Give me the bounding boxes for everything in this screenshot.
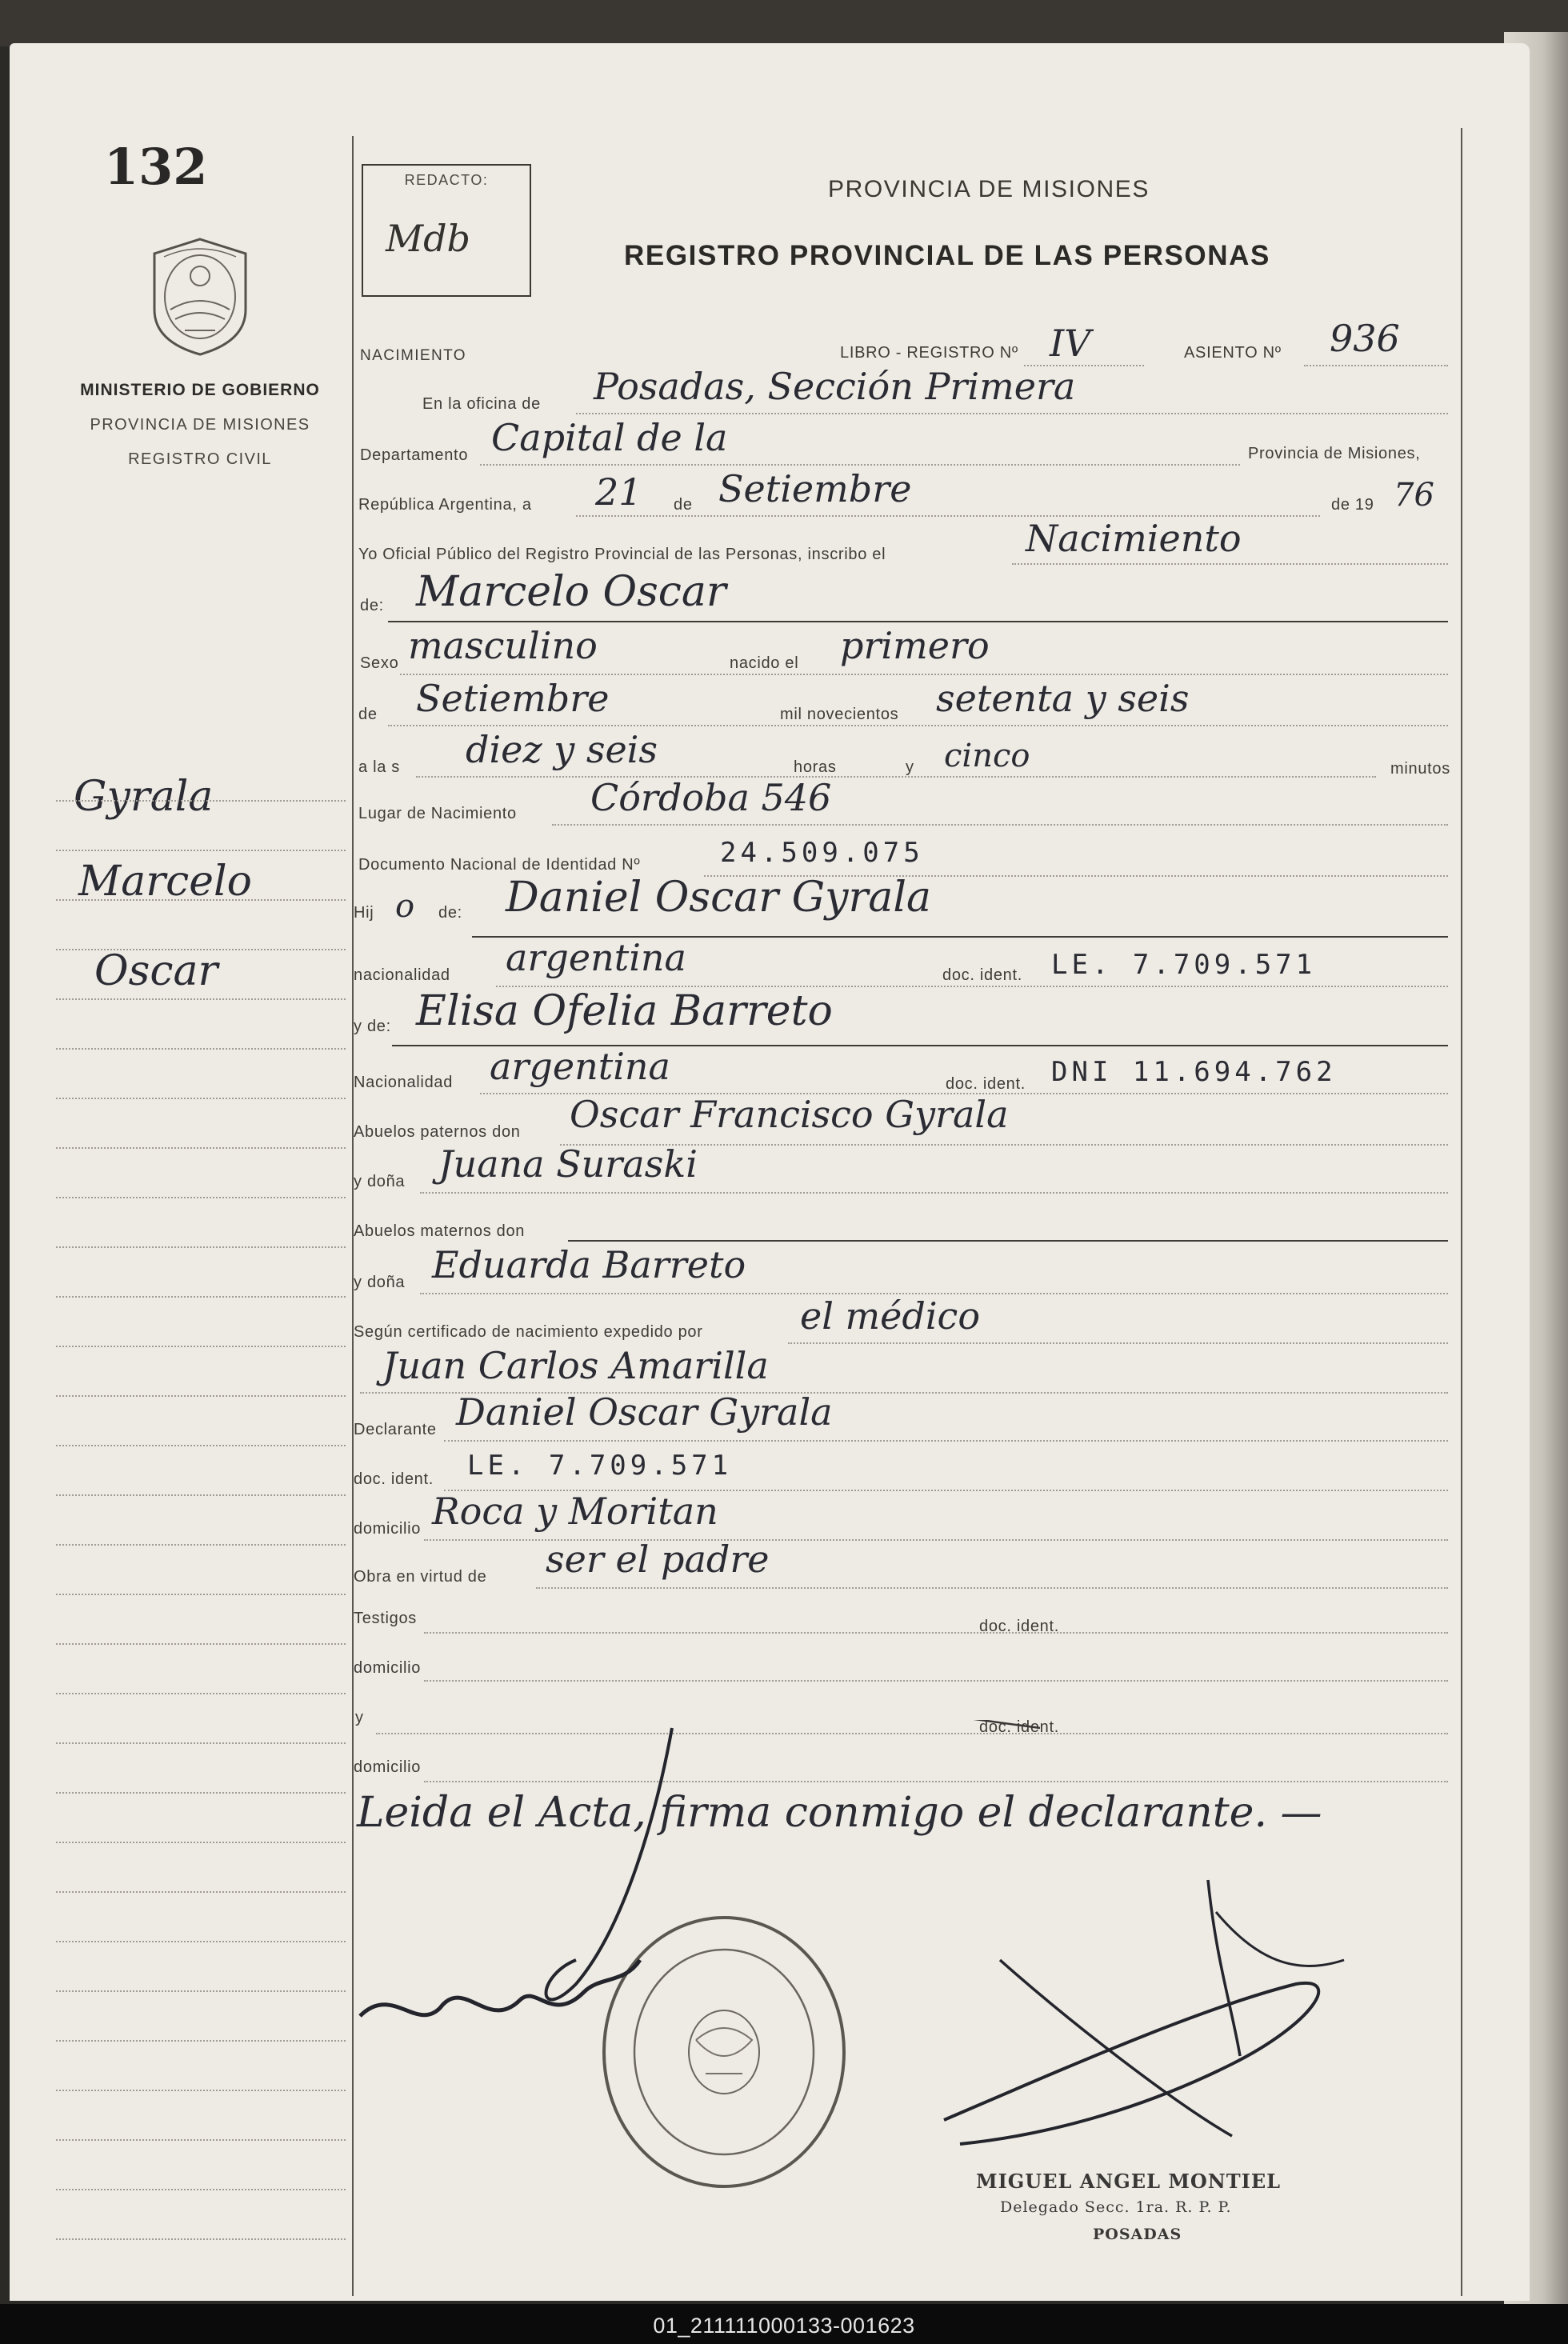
documento-label: Documento Nacional de Identidad Nº <box>358 856 641 874</box>
margin-second-name: Oscar <box>94 947 218 995</box>
margin-ruled-line <box>56 1395 346 1397</box>
margin-ruled-line <box>56 1346 346 1347</box>
abuelos-paternos-label: Abuelos paternos don <box>354 1123 521 1141</box>
year-label: de 19 <box>1331 496 1374 514</box>
doc-ident-label: doc. ident. <box>942 966 1022 984</box>
abuela-paterna-value: Juana Suraski <box>438 1142 698 1186</box>
margin-ruled-line <box>56 1842 346 1843</box>
margin-ruled-line <box>56 1990 346 1992</box>
padre-doc-value: LE. 7.709.571 <box>1051 949 1317 981</box>
asiento-label: ASIENTO Nº <box>1184 344 1282 362</box>
sexo-label: Sexo <box>360 654 399 672</box>
y-dona-label-2: y doña <box>354 1274 406 1291</box>
abuelos-maternos-label: Abuelos maternos don <box>354 1222 526 1240</box>
margin-ruled-line <box>56 1891 346 1893</box>
redacto-label: REDACTO: <box>404 172 489 188</box>
nacionalidad-cap-label: Nacionalidad <box>354 1074 454 1091</box>
doc-ident-label-2: doc. ident. <box>946 1075 1026 1093</box>
margin-ruled-line <box>56 1098 346 1099</box>
margin-ruled-line <box>56 1643 346 1645</box>
libro-label: LIBRO - REGISTRO Nº <box>840 344 1018 362</box>
margin-ruled-line <box>56 998 346 1000</box>
minutos-value: cinco <box>944 738 1030 774</box>
hijo-de-label: de: <box>438 904 462 922</box>
oficina-label: En la oficina de <box>422 395 541 413</box>
provincia-label: Provincia de Misiones, <box>1248 445 1421 462</box>
testigos-label: Testigos <box>354 1610 417 1627</box>
scan-background <box>0 0 1568 46</box>
margin-ruled-line <box>56 2238 346 2240</box>
redacto-box <box>362 164 531 297</box>
margin-ruled-line <box>56 949 346 950</box>
testigo-doc-label-2: doc. ident. <box>979 1718 1059 1736</box>
y-label: y <box>906 758 914 776</box>
acto-value: Nacimiento <box>1026 517 1242 560</box>
margin-ruled-line <box>56 850 346 851</box>
officer-title: Delegado Secc. 1ra. R. P. P. <box>1000 2198 1232 2216</box>
lugar-value: Córdoba 546 <box>590 776 832 819</box>
de-label: de <box>674 496 693 514</box>
margin-ruled-line <box>56 1941 346 1942</box>
year-value: 76 <box>1394 477 1434 514</box>
margin-ruled-line <box>56 1147 346 1149</box>
obra-value: ser el padre <box>546 1538 770 1581</box>
y-dona-label: y doña <box>354 1173 406 1190</box>
margin-surname: Gyrala <box>74 773 214 821</box>
domicilio-label: domicilio <box>354 1520 422 1538</box>
birth-year-value: setenta y seis <box>936 677 1190 720</box>
redacto-initials: Mdb <box>386 217 470 260</box>
asiento-value: 936 <box>1330 317 1400 360</box>
registry-office-label: REGISTRO CIVIL <box>128 450 272 468</box>
day-value: 21 <box>595 470 642 514</box>
nacionalidad-label: nacionalidad <box>354 966 450 984</box>
oficial-label: Yo Oficial Público del Registro Provincial de las Personas, inscribo el <box>358 546 886 563</box>
documento-value: 24.509.075 <box>720 837 924 869</box>
testigo-domicilio-label-2: domicilio <box>354 1758 422 1776</box>
domicilio-value: Roca y Moritan <box>432 1490 718 1533</box>
declarante-doc-label: doc. ident. <box>354 1470 434 1488</box>
nacido-label: nacido el <box>730 654 799 672</box>
sexo-value: masculino <box>408 624 598 667</box>
testigo-domicilio-label: domicilio <box>354 1659 422 1677</box>
libro-value: IV <box>1050 322 1091 365</box>
hijo-suffix: o <box>395 888 415 925</box>
filename-label: 01_211111000133-001623 <box>653 2314 915 2338</box>
certificado-value-1: el médico <box>800 1294 981 1338</box>
margin-ruled-line <box>56 899 346 901</box>
y-de-label: y de: <box>354 1018 391 1035</box>
oficina-value: Posadas, Sección Primera <box>594 365 1076 408</box>
province-heading: PROVINCIA DE MISIONES <box>828 176 1150 202</box>
closing-statement: Leida el Acta, firma conmigo el declarante. — <box>357 1789 1322 1837</box>
alas-label: a la s <box>358 758 401 776</box>
officer-city: POSADAS <box>1093 2226 1182 2243</box>
margin-ruled-line <box>56 1594 346 1595</box>
folio-number: 132 <box>104 138 208 196</box>
margin-ruled-line <box>56 1048 346 1050</box>
right-border <box>1461 128 1462 2296</box>
margin-ruled-line <box>56 800 346 802</box>
abuelo-paterno-value: Oscar Francisco Gyrala <box>570 1093 1009 1136</box>
margin-ruled-line <box>56 1693 346 1694</box>
mil-label: mil novecientos <box>780 706 899 723</box>
margin-ruled-line <box>56 2040 346 2042</box>
margin-ruled-line <box>56 1296 346 1298</box>
republica-label: República Argentina, a <box>358 496 532 514</box>
margin-ruled-line <box>56 1197 346 1198</box>
certificado-value-2: Juan Carlos Amarilla <box>382 1344 769 1387</box>
declarante-value: Daniel Oscar Gyrala <box>456 1390 833 1434</box>
margin-ruled-line <box>56 1742 346 1744</box>
signatures-icon <box>336 1720 1456 2248</box>
province-label: PROVINCIA DE MISIONES <box>90 416 310 434</box>
margin-ruled-line <box>56 2189 346 2190</box>
nacido-day-value: primero <box>840 624 990 667</box>
madre-nacionalidad-value: argentina <box>490 1045 670 1088</box>
obra-label: Obra en virtud de <box>354 1568 487 1586</box>
registry-heading: REGISTRO PROVINCIAL DE LAS PERSONAS <box>624 240 1270 271</box>
departamento-value: Capital de la <box>491 416 728 459</box>
padre-nacionalidad-value: argentina <box>506 936 686 979</box>
ministry-label: MINISTERIO DE GOBIERNO <box>80 381 320 399</box>
margin-ruled-line <box>56 1792 346 1794</box>
margin-ruled-line <box>56 2090 346 2091</box>
margin-first-name: Marcelo <box>78 858 252 906</box>
testigo-doc-label: doc. ident. <box>979 1618 1059 1635</box>
testigo-y-label: y <box>355 1709 364 1726</box>
declarante-doc-value: LE. 7.709.571 <box>467 1450 733 1482</box>
departamento-label: Departamento <box>360 446 469 464</box>
nacimiento-label: NACIMIENTO <box>360 347 466 364</box>
declarante-label: Declarante <box>354 1421 437 1438</box>
horas-value: diez y seis <box>466 728 658 771</box>
month-value: Setiembre <box>718 467 912 510</box>
horas-label: horas <box>794 758 837 776</box>
officer-name: MIGUEL ANGEL MONTIEL <box>976 2170 1281 2193</box>
margin-ruled-line <box>56 1544 346 1546</box>
madre-doc-value: DNI 11.694.762 <box>1051 1056 1337 1088</box>
margin-ruled-line <box>56 1445 346 1446</box>
margin-ruled-line <box>56 1494 346 1496</box>
segun-label: Según certificado de nacimiento expedido por <box>354 1323 703 1341</box>
lugar-label: Lugar de Nacimiento <box>358 805 517 822</box>
de-name-label: de: <box>360 597 384 614</box>
madre-value: Elisa Ofelia Barreto <box>416 987 833 1035</box>
child-name-value: Marcelo Oscar <box>416 568 726 616</box>
de-month-label: de <box>358 706 378 723</box>
provincial-seal-icon <box>146 236 254 358</box>
minutos-label: minutos <box>1390 760 1450 778</box>
abuela-materna-value: Eduarda Barreto <box>432 1243 746 1286</box>
margin-ruled-line <box>56 1246 346 1248</box>
margin-ruled-line <box>56 2139 346 2141</box>
hijo-label: Hij <box>354 904 374 922</box>
birth-month-value: Setiembre <box>416 677 610 720</box>
padre-value: Daniel Oscar Gyrala <box>506 874 931 922</box>
